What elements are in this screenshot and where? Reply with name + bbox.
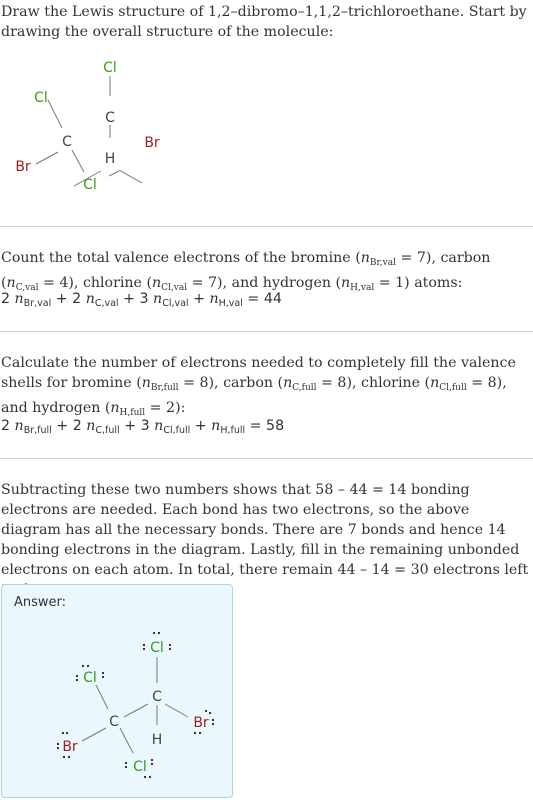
- bond-c2-br-2: [119, 170, 142, 183]
- atom-h: H: [151, 732, 163, 748]
- atom-cl-left: Cl: [34, 90, 48, 106]
- bond-c1-cl1: [96, 685, 108, 709]
- bond-c1-cl1: [48, 100, 62, 128]
- answer-box: [1, 584, 233, 798]
- atom-br-right: Br: [193, 715, 209, 731]
- bond-c1-br: [82, 728, 106, 741]
- valence-total: 44: [263, 291, 282, 307]
- answer-label: Answer:: [14, 595, 67, 610]
- atom-br-left: Br: [15, 159, 31, 175]
- atom-cl-top: Cl: [103, 60, 117, 76]
- skeletal-structure: [0, 50, 200, 200]
- atom-c2: C: [152, 689, 162, 705]
- valence-count-text: Count the total valence electrons of the bromine $(n_{Br,val} = 7)$, carbon $(n_{C,val} = 4)$, chlorine $(n_{Cl,val} = 7)$, and hydrogen $(n_{H,val} = 1)$ atoms:: [1, 250, 491, 293]
- bond-c1-c2: [124, 704, 148, 717]
- atom-c2: C: [105, 110, 115, 126]
- atom-br-left: Br: [62, 739, 78, 755]
- atom-cl-left: Cl: [83, 670, 97, 686]
- atom-br-right: Br: [144, 135, 160, 151]
- intro-text: Draw the Lewis structure of 1,2–dibromo–1,1,2–trichloroethane. Start by drawing the overall structure of the molecule:: [1, 4, 527, 40]
- full-shell-total: 58: [266, 418, 285, 434]
- bonding-explanation: Subtracting these two numbers shows that 58 – 44 = 14 bonding electrons are needed. Each bond has two electrons, so the above diagram has all the necessary bonds. There are 7 bonds and hence 14 bonding electrons in the diagram. Lastly, fill in the remaining unbonded electrons on each atom. In total, there remain 44 – 14 = 30 electrons left: [1, 482, 529, 578]
- divider: [0, 331, 533, 332]
- full-shell-text: Calculate the number of electrons needed to completely fill the valence shells for bromine $(n_{Br,full} = 8)$, carbon $(n_{C,full} = 8)$, chlorine $(n_{Cl,full} = 8)$, and hydrogen $(n_{H,full} = 2)$:: [1, 355, 516, 418]
- bond-c2-br: [109, 171, 119, 176]
- lewis-structure: [2, 585, 232, 797]
- bond-c1-br: [36, 152, 58, 164]
- atom-c1: C: [62, 134, 72, 150]
- atom-c1: C: [109, 714, 119, 730]
- bond-c1-cl2: [120, 728, 133, 753]
- divider: [0, 458, 533, 459]
- full-shell-equation: 2 $n_{Br,full} + 2$ $n_{C,full} + 3$ $n_{Cl,full} + n_{H,full} = 58$: [1, 418, 285, 436]
- bond-c1-cl2: [72, 150, 84, 172]
- atom-h: H: [104, 151, 116, 167]
- divider: [0, 226, 533, 227]
- bond-c2-br: [165, 704, 188, 717]
- atom-cl-bottom: Cl: [133, 759, 147, 775]
- atom-cl-top: Cl: [150, 640, 164, 656]
- atom-cl-bottom: Cl: [83, 177, 97, 193]
- valence-equation: 2 $n_{Br,val} + 2$ $n_{C,val} + 3$ $n_{Cl,val} + n_{H,val} = 44$: [1, 291, 282, 309]
